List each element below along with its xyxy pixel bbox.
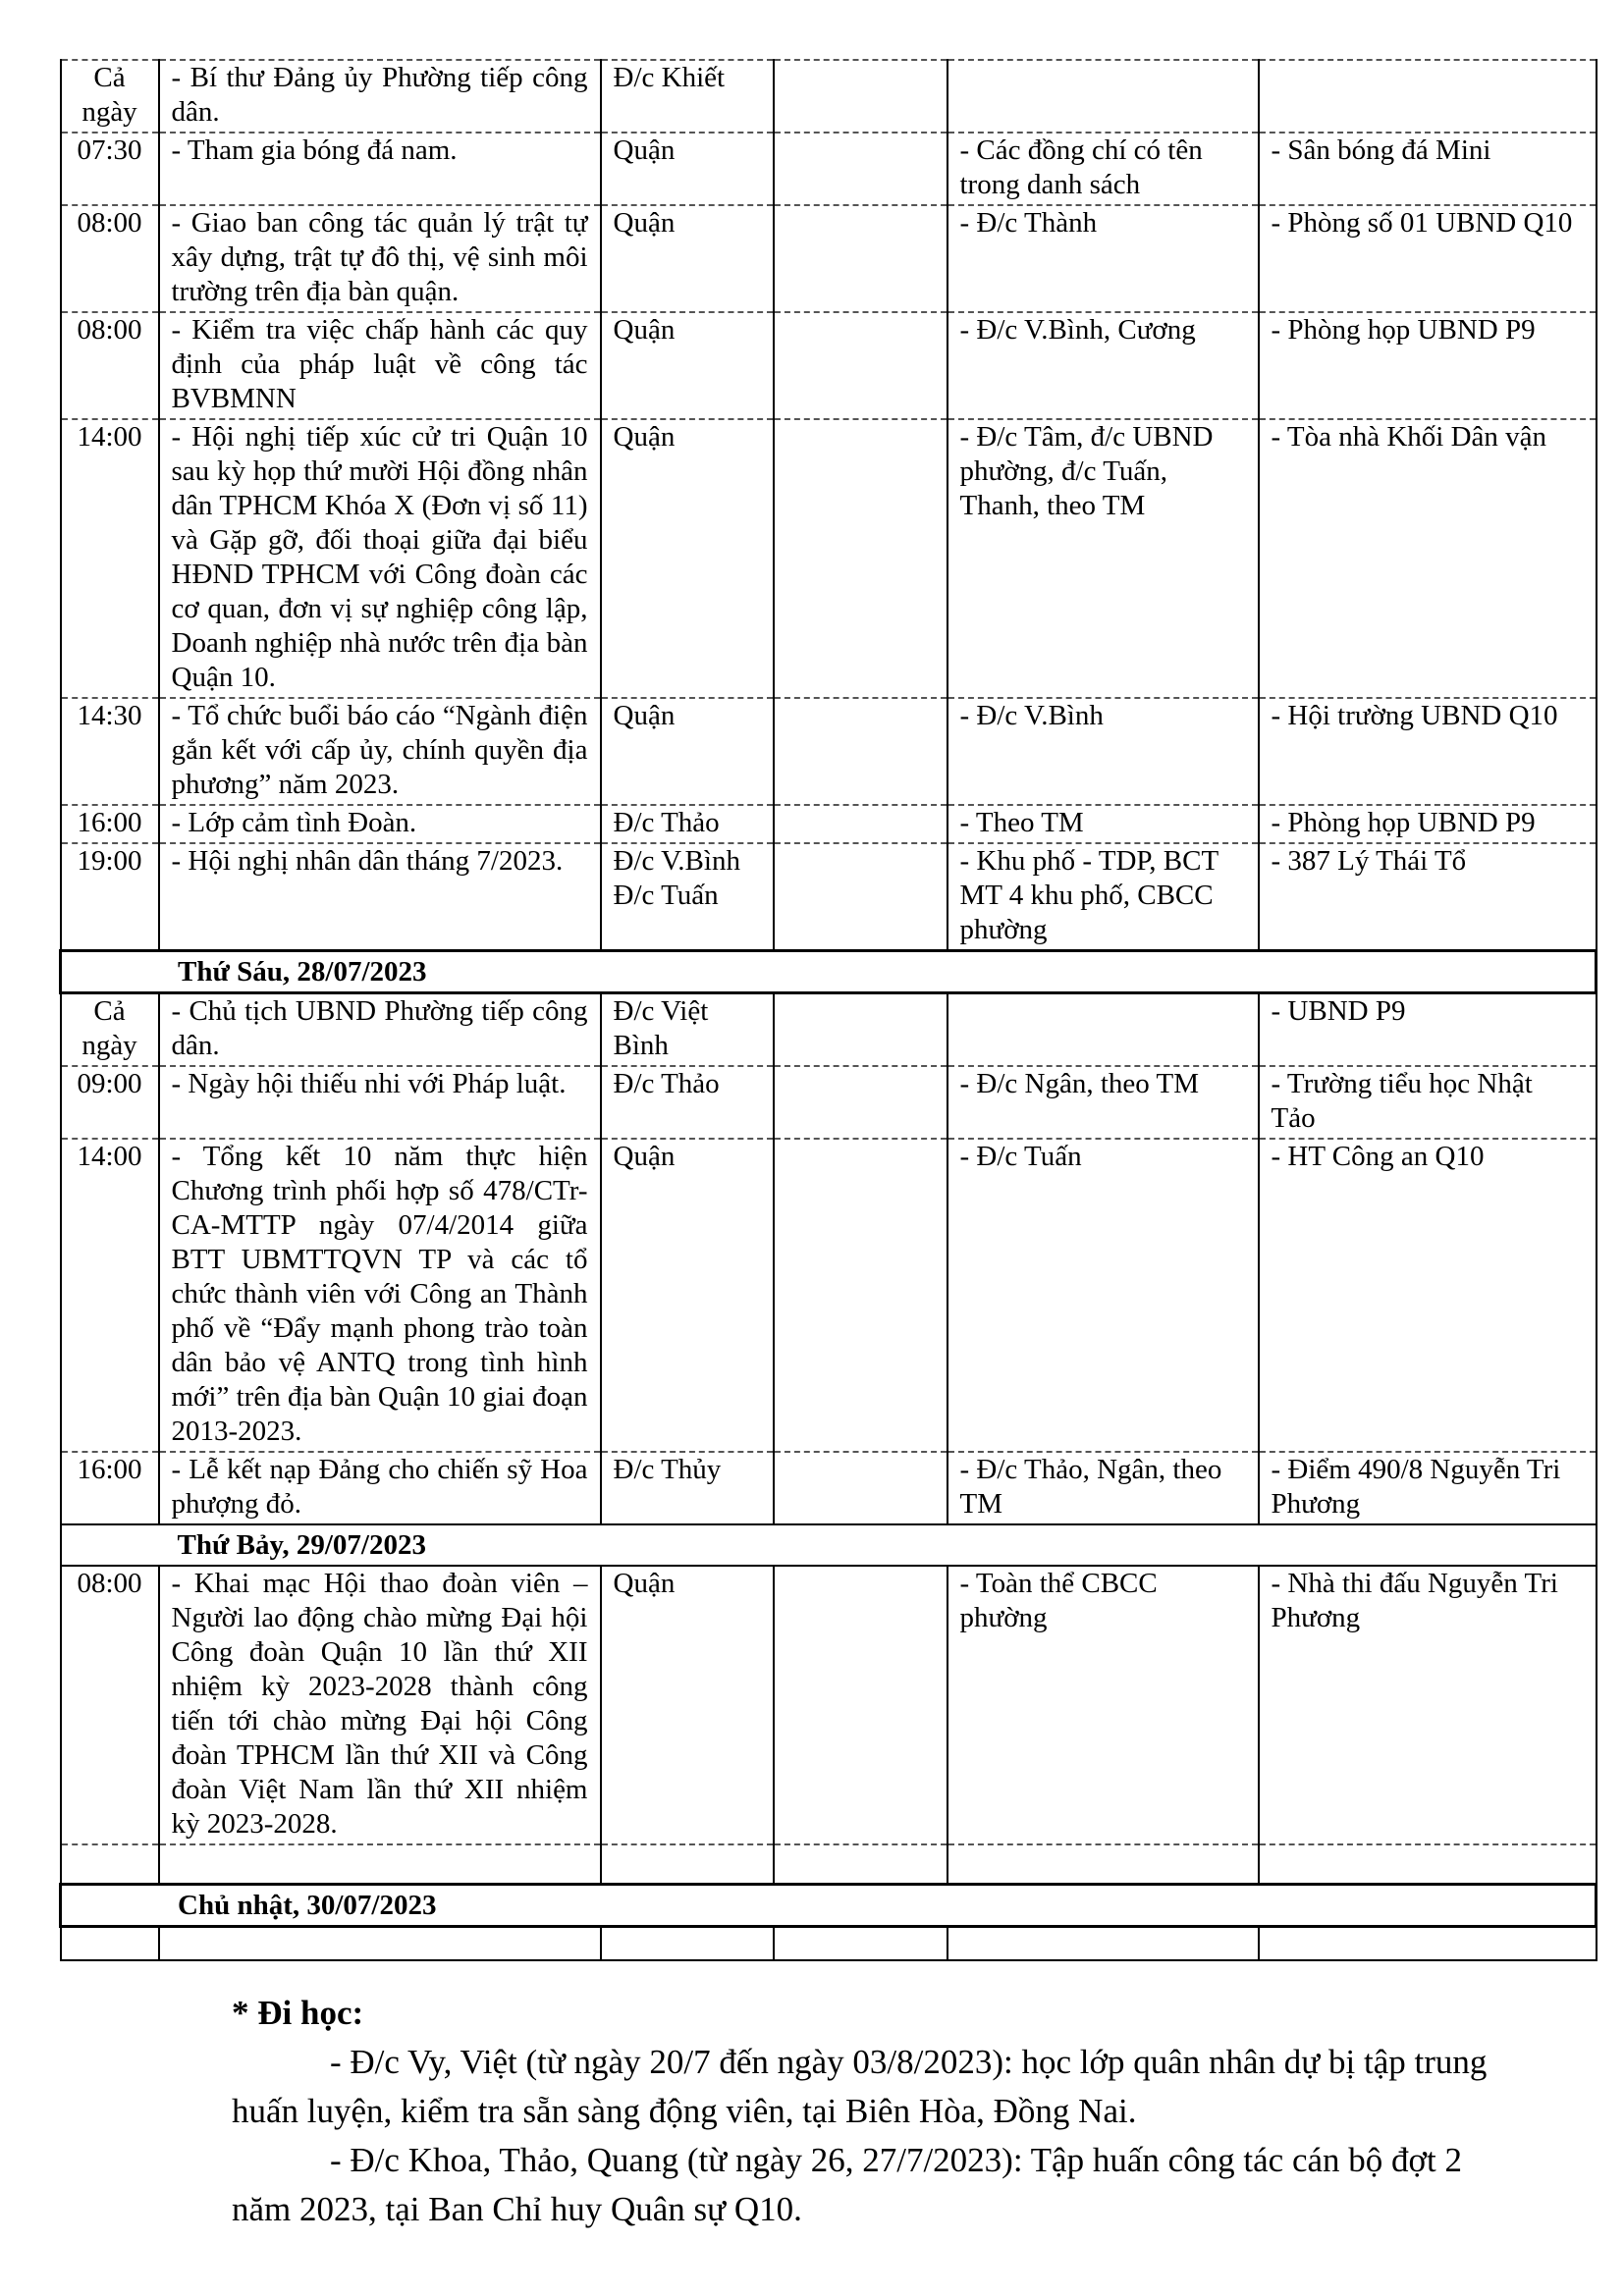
content-cell: - Hội nghị tiếp xúc cử tri Quận 10 sau kỳ họp thứ mười Hội đồng nhân dân TPHCM Khóa X (Đơn vị số 11) và Gặp gỡ, đối thoại giữa đại biểu HĐND TPHCM với Công đoàn các cơ quan, đơn vị sự nghiệp công lập, Doanh nghiệp nhà nước trên địa bàn Quận 10. xyxy=(159,419,601,698)
lead-cell: Quận xyxy=(601,205,774,312)
content-cell: - Khai mạc Hội thao đoàn viên – Người lao động chào mừng Đại hội Công đoàn Quận 10 lần thứ XII nhiệm kỳ 2023-2028 thành công tiến tới chào mừng Đại hội Công đoàn TPHCM lần thứ XII và Công đoàn Việt Nam lần thứ XII nhiệm kỳ 2023-2028. xyxy=(159,1566,601,1844)
content-cell: - Ngày hội thiếu nhi với Pháp luật. xyxy=(159,1066,601,1139)
blank-cell xyxy=(601,1844,774,1885)
notes-item: - Đ/c Khoa, Thảo, Quang (từ ngày 26, 27/7/2023): Tập huấn công tác cán bộ đợt 2 năm 2023, tại Ban Chỉ huy Quân sự Q10. xyxy=(232,2141,1463,2228)
rows-saturday xyxy=(61,1524,1597,1885)
prep-cell xyxy=(774,1452,947,1524)
participants-cell xyxy=(947,60,1259,133)
blank-cell xyxy=(774,1927,947,1961)
time-cell: Cả ngày xyxy=(61,993,159,1067)
time-cell: 19:00 xyxy=(61,843,159,951)
participants-cell: - Các đồng chí có tên trong danh sách xyxy=(947,133,1259,205)
prep-cell xyxy=(774,698,947,805)
location-cell: - Sân bóng đá Mini xyxy=(1259,133,1597,205)
time-cell: 16:00 xyxy=(61,805,159,843)
notes-item: - Đ/c Vy, Việt (từ ngày 20/7 đến ngày 03/8/2023): học lớp quân nhân dự bị tập trung huấn luyện, kiểm tra sẵn sàng động viên, tại Biên Hòa, Đồng Nai. xyxy=(232,2043,1488,2130)
blank-cell xyxy=(947,1927,1259,1961)
lead-cell: Đ/c Việt Bình xyxy=(601,993,774,1067)
location-cell: - Trường tiểu học Nhật Tảo xyxy=(1259,1066,1597,1139)
table-row xyxy=(61,133,1597,205)
time-cell: Cả ngày xyxy=(61,60,159,133)
participants-cell: - Đ/c Tâm, đ/c UBND phường, đ/c Tuấn, Thanh, theo TM xyxy=(947,419,1259,698)
lead-cell: Đ/c Thảo xyxy=(601,805,774,843)
table-row xyxy=(61,205,1597,312)
lead-cell: Quận xyxy=(601,312,774,419)
location-cell: - Nhà thi đấu Nguyễn Tri Phương xyxy=(1259,1566,1597,1844)
participants-cell: - Đ/c Thảo, Ngân, theo TM xyxy=(947,1452,1259,1524)
blank-cell xyxy=(774,1844,947,1885)
prep-cell xyxy=(774,1566,947,1844)
location-cell: - 387 Lý Thái Tổ xyxy=(1259,843,1597,951)
location-cell: - UBND P9 xyxy=(1259,993,1597,1067)
table-row xyxy=(61,1452,1597,1524)
lead-cell: Đ/c Thảo xyxy=(601,1066,774,1139)
blank-cell xyxy=(61,1844,159,1885)
time-cell: 14:00 xyxy=(61,1139,159,1452)
blank-row xyxy=(61,1927,1597,1961)
day-header-row xyxy=(61,1885,1597,1927)
table-row xyxy=(61,1066,1597,1139)
participants-cell: - Đ/c Ngân, theo TM xyxy=(947,1066,1259,1139)
content-cell: - Tham gia bóng đá nam. xyxy=(159,133,601,205)
prep-cell xyxy=(774,205,947,312)
day-header-friday: Thứ Sáu, 28/07/2023 xyxy=(61,951,1597,993)
rows-thursday xyxy=(61,60,1597,951)
table-row xyxy=(61,60,1597,133)
time-cell: 16:00 xyxy=(61,1452,159,1524)
prep-cell xyxy=(774,1139,947,1452)
table-row xyxy=(61,698,1597,805)
blank-cell xyxy=(1259,1927,1597,1961)
lead-cell: Quận xyxy=(601,133,774,205)
table-row xyxy=(61,312,1597,419)
table-row xyxy=(61,419,1597,698)
participants-cell: - Đ/c Tuấn xyxy=(947,1139,1259,1452)
participants-cell: - Đ/c Thành xyxy=(947,205,1259,312)
blank-cell xyxy=(947,1844,1259,1885)
prep-cell xyxy=(774,805,947,843)
content-cell: - Lớp cảm tình Đoàn. xyxy=(159,805,601,843)
day-header-row xyxy=(61,951,1597,993)
prep-cell xyxy=(774,133,947,205)
table-row xyxy=(61,805,1597,843)
time-cell: 09:00 xyxy=(61,1066,159,1139)
study-notes xyxy=(232,1989,1508,2234)
rows-friday xyxy=(61,951,1597,1525)
time-cell: 07:30 xyxy=(61,133,159,205)
lead-cell: Đ/c Khiết xyxy=(601,60,774,133)
table-row xyxy=(61,843,1597,951)
location-cell: - HT Công an Q10 xyxy=(1259,1139,1597,1452)
location-cell: - Điểm 490/8 Nguyễn Tri Phương xyxy=(1259,1452,1597,1524)
content-cell: - Giao ban công tác quản lý trật tự xây dựng, trật tự đô thị, vệ sinh môi trường trên địa bàn quận. xyxy=(159,205,601,312)
rows-sunday xyxy=(61,1885,1597,1961)
participants-cell: - Toàn thể CBCC phường xyxy=(947,1566,1259,1844)
blank-cell xyxy=(61,1927,159,1961)
content-cell: - Kiểm tra việc chấp hành các quy định của pháp luật về công tác BVBMNN xyxy=(159,312,601,419)
content-cell: - Chủ tịch UBND Phường tiếp công dân. xyxy=(159,993,601,1067)
lead-cell: Quận xyxy=(601,419,774,698)
participants-cell: - Đ/c V.Bình xyxy=(947,698,1259,805)
blank-row xyxy=(61,1844,1597,1885)
table-row xyxy=(61,1566,1597,1844)
location-cell: - Hội trường UBND Q10 xyxy=(1259,698,1597,805)
lead-cell: Quận xyxy=(601,698,774,805)
lead-cell: Quận xyxy=(601,1566,774,1844)
day-header-saturday: Thứ Bảy, 29/07/2023 xyxy=(61,1524,1597,1566)
lead-cell: Đ/c V.Bình Đ/c Tuấn xyxy=(601,843,774,951)
content-cell: - Tổng kết 10 năm thực hiện Chương trình phối hợp số 478/CTr-CA-MTTP ngày 07/4/2014 giữa BTT UBMTTQVN TP và các tổ chức thành viên với Công an Thành phố về “Đẩy mạnh phong trào toàn dân bảo vệ ANTQ trong tình hình mới” trên địa bàn Quận 10 giai đoạn 2013-2023. xyxy=(159,1139,601,1452)
prep-cell xyxy=(774,843,947,951)
prep-cell xyxy=(774,60,947,133)
lead-cell: Đ/c Thủy xyxy=(601,1452,774,1524)
day-header-row xyxy=(61,1524,1597,1566)
schedule-sheet xyxy=(59,59,1595,1961)
blank-cell xyxy=(159,1927,601,1961)
time-cell: 14:30 xyxy=(61,698,159,805)
blank-cell xyxy=(601,1927,774,1961)
participants-cell: - Đ/c V.Bình, Cương xyxy=(947,312,1259,419)
day-header-sunday: Chủ nhật, 30/07/2023 xyxy=(61,1885,1597,1927)
participants-cell: - Khu phố - TDP, BCT MT 4 khu phố, CBCC phường xyxy=(947,843,1259,951)
time-cell: 08:00 xyxy=(61,1566,159,1844)
location-cell xyxy=(1259,60,1597,133)
prep-cell xyxy=(774,419,947,698)
blank-cell xyxy=(159,1844,601,1885)
blank-cell xyxy=(1259,1844,1597,1885)
prep-cell xyxy=(774,1066,947,1139)
time-cell: 14:00 xyxy=(61,419,159,698)
time-cell: 08:00 xyxy=(61,205,159,312)
location-cell: - Tòa nhà Khối Dân vận xyxy=(1259,419,1597,698)
location-cell: - Phòng họp UBND P9 xyxy=(1259,312,1597,419)
location-cell: - Phòng họp UBND P9 xyxy=(1259,805,1597,843)
participants-cell xyxy=(947,993,1259,1067)
participants-cell: - Theo TM xyxy=(947,805,1259,843)
table-row xyxy=(61,1139,1597,1452)
location-cell: - Phòng số 01 UBND Q10 xyxy=(1259,205,1597,312)
time-cell: 08:00 xyxy=(61,312,159,419)
content-cell: - Hội nghị nhân dân tháng 7/2023. xyxy=(159,843,601,951)
content-cell: - Bí thư Đảng ủy Phường tiếp công dân. xyxy=(159,60,601,133)
content-cell: - Tổ chức buổi báo cáo “Ngành điện gắn kết với cấp ủy, chính quyền địa phương” năm 2023. xyxy=(159,698,601,805)
notes-heading: * Đi học: xyxy=(232,1994,364,2032)
lead-cell: Quận xyxy=(601,1139,774,1452)
prep-cell xyxy=(774,993,947,1067)
prep-cell xyxy=(774,312,947,419)
schedule-table xyxy=(59,59,1597,1961)
content-cell: - Lễ kết nạp Đảng cho chiến sỹ Hoa phượng đỏ. xyxy=(159,1452,601,1524)
table-row xyxy=(61,993,1597,1067)
